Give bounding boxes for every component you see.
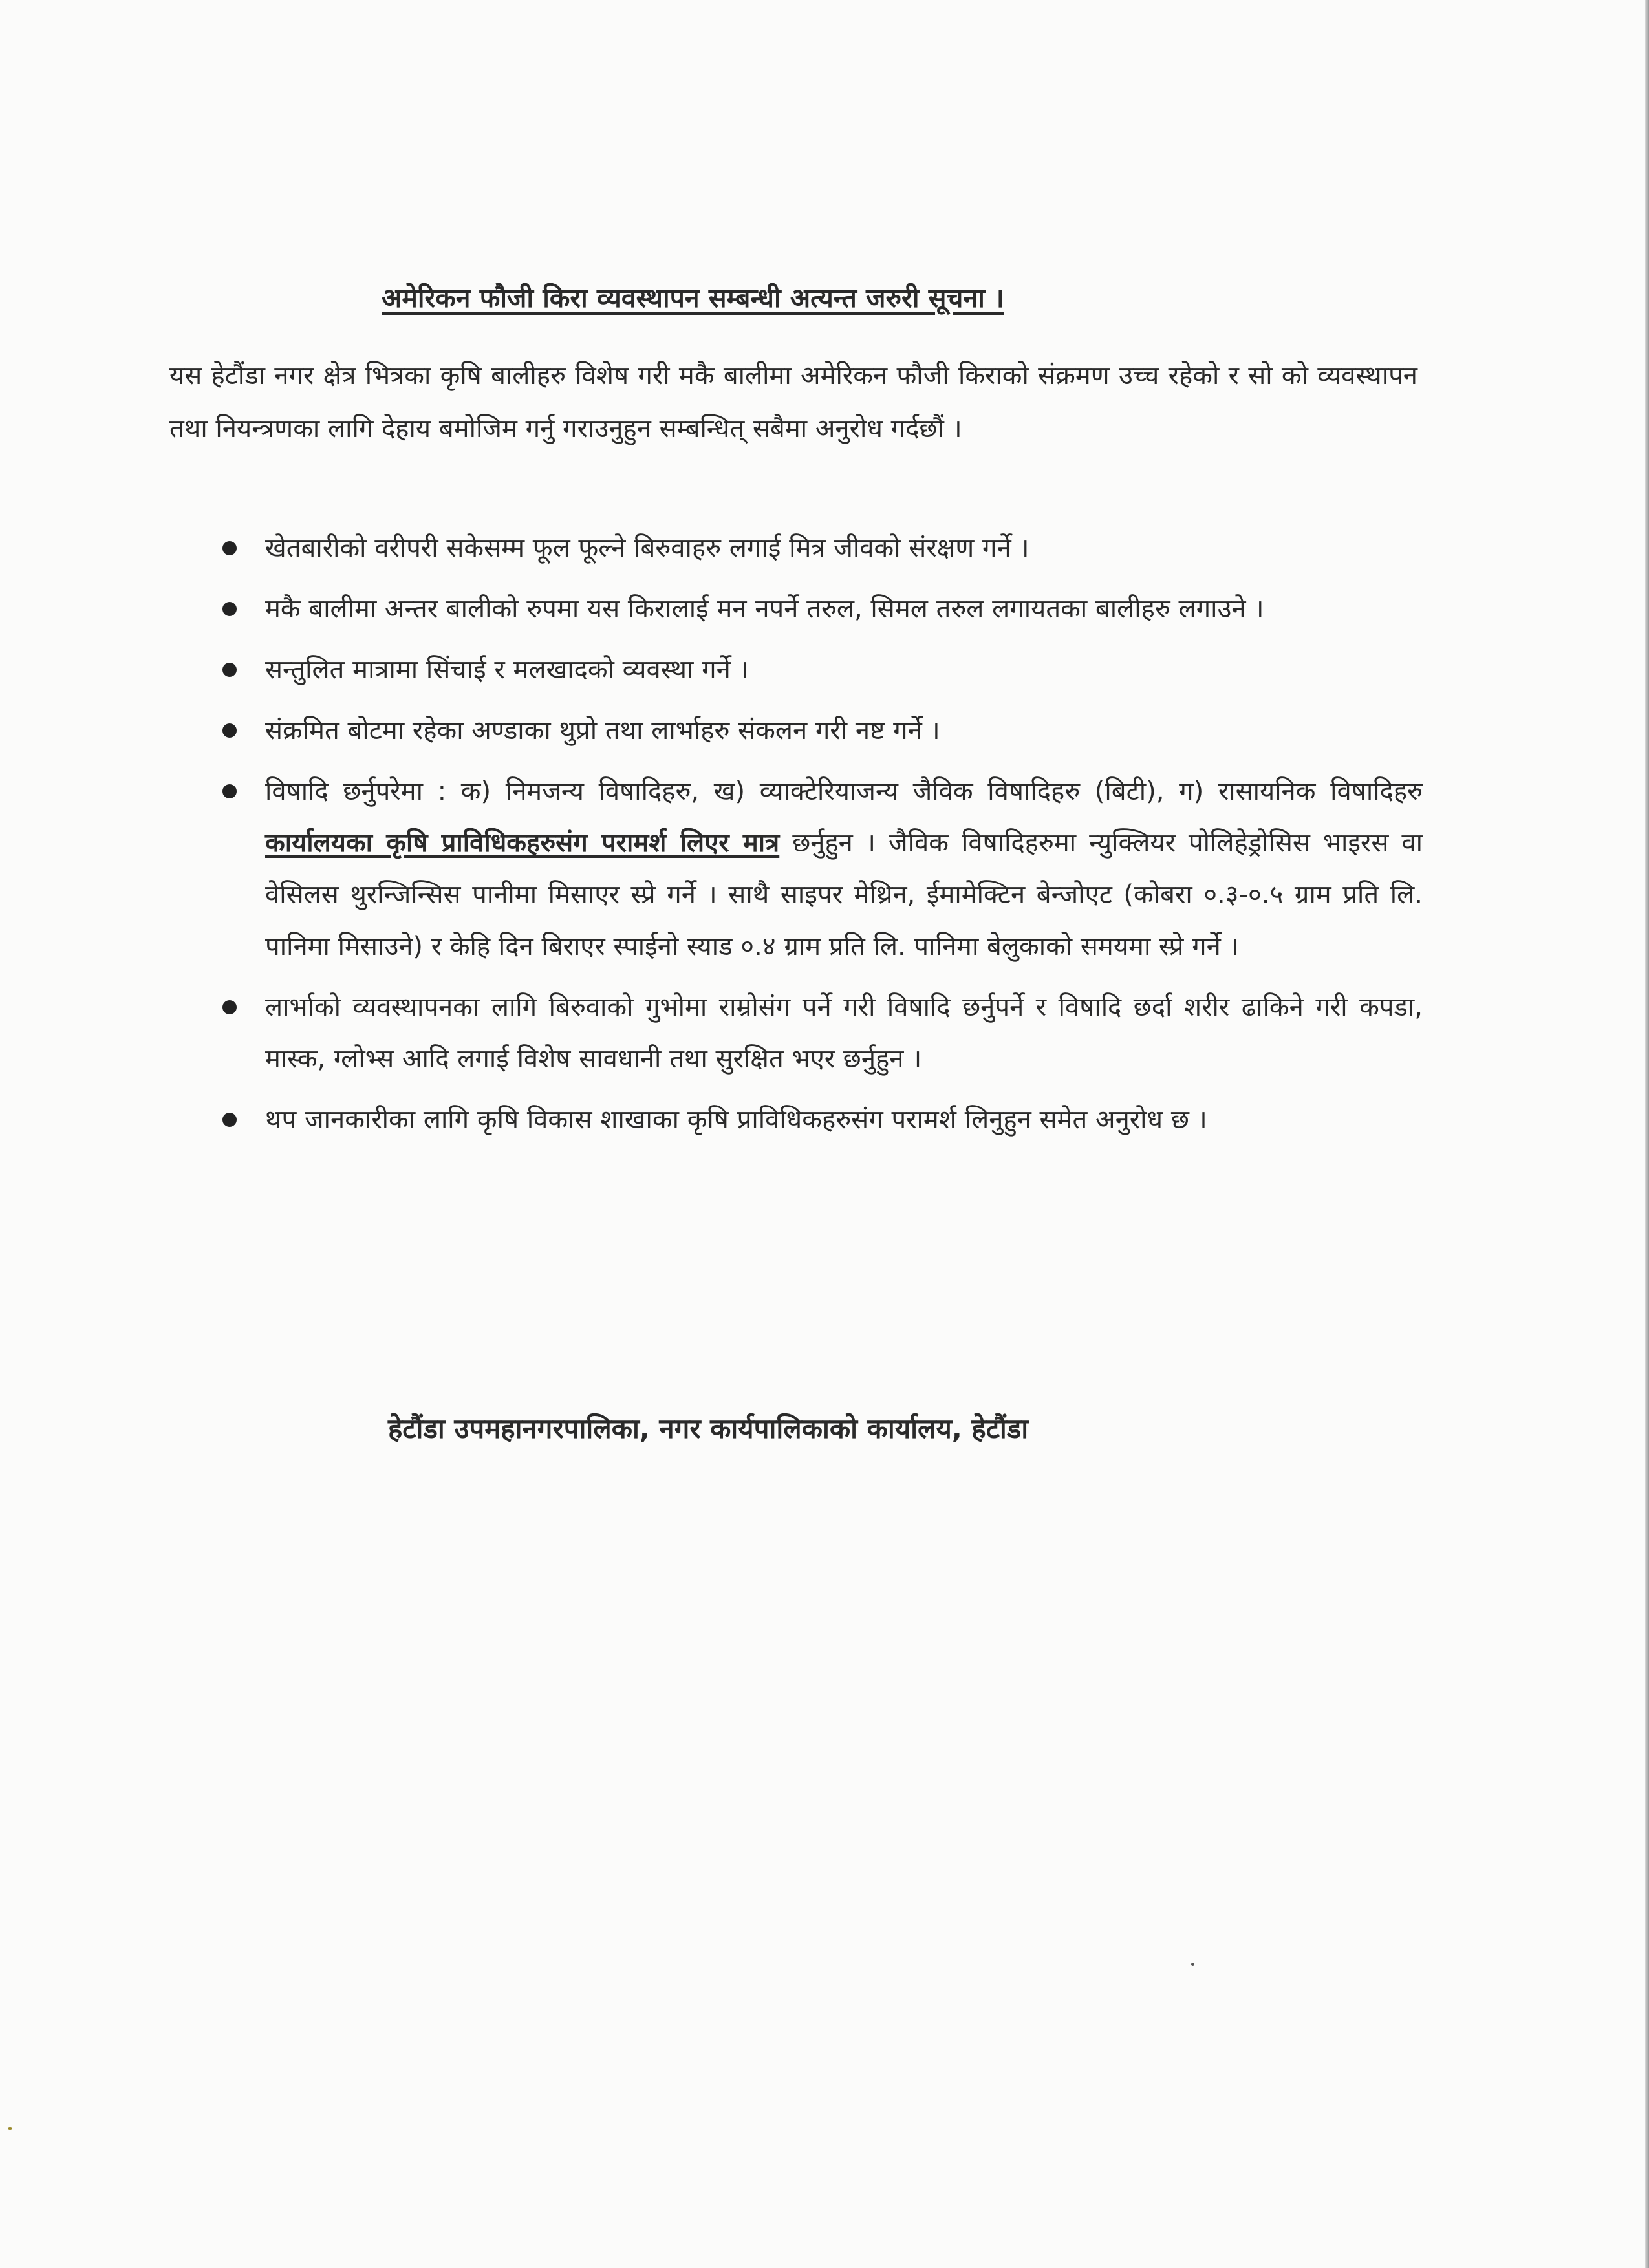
office-signature: हेटौंडा उपमहानगरपालिका, नगर कार्यपालिकाको कार्यालय, हेटौंडा [388,1413,1029,1444]
scan-speck [1191,1963,1194,1966]
list-item [220,1094,1423,1146]
list-item-text: लार्भाको व्यवस्थापनका लागि बिरुवाको गुभोमा राम्रोसंग पर्ने गरी विषादि छर्नुपर्ने र विषादि छर्दा शरीर ढाकिने गरी कपडा, मास्क, ग्लोभ्स आदि लगाई विशेष सावधानी तथा सुरक्षित भएर छर्नुहुन । [265,992,1423,1074]
list-item-text: मकै बालीमा अन्तर बालीको रुपमा यस किरालाई मन नपर्ने तरुल, सिमल तरुल लगायतका बालीहरु लगाउने । [265,594,1264,624]
pesticide-text-after: छर्नुहुन । जैविक विषादिहरुमा न्युक्लियर पोलिहेड्रोसिस भाइरस वा वेसिलस थुरन्जिन्सिस पानीमा मिसाएर स्प्रे गर्ने । साथै साइपर मेथ्रिन, ईमामेक्टिन बेन्जोएट (कोबरा ०.३-०.५ ग्राम प्रति लि. पानिमा मिसाउने) र केहि दिन बिराएर स्पाईनो स्याड ०.४ ग्राम प्रति लि. पानिमा बेलुकाको समयमा स्प्रे गर्ने । [265,828,1423,961]
notice-intro: यस हेटौंडा नगर क्षेत्र भित्रका कृषि बालीहरु विशेष गरी मकै बालीमा अमेरिकन फौजी किराको संक्रमण उच्च रहेको र सो को व्यवस्थापन तथा नियन्त्रणका लागि देहाय बमोजिम गर्नु गराउनुहुन सम्बन्धित् सबैमा अनुरोध गर्दछौं । [169,361,1417,444]
list-item [220,981,1423,1085]
bullet-dot-icon [222,602,237,616]
bullet-dot-icon [222,541,237,555]
list-item [220,705,1423,756]
page-edge [1645,0,1649,2268]
scan-speck [8,2127,12,2130]
bullet-dot-icon [222,663,237,677]
pesticide-emphasis: कार्यालयका कृषि प्राविधिकहरुसंग परामर्श लिएर मात्र [265,828,780,858]
notice-title: अमेरिकन फौजी किरा व्यवस्थापन सम्बन्धी अत्यन्त जरुरी सूचना । [382,283,1004,314]
list-item [220,583,1423,635]
list-item [220,644,1423,696]
bullet-dot-icon [222,723,237,738]
list-item-text: खेतबारीको वरीपरी सकेसम्म फूल फूल्ने बिरुवाहरु लगाई मित्र जीवको संरक्षण गर्ने । [265,533,1029,563]
pesticide-text-before: विषादि छर्नुपरेमा : क) निमजन्य विषादिहरु, ख) व्याक्टेरियाजन्य जैविक विषादिहरु (बिटी), ग) रासायनिक विषादिहरु [265,776,1423,806]
bullet-dot-icon [222,784,237,798]
list-item-text: संक्रमित बोटमा रहेका अण्डाका थुप्रो तथा लार्भाहरु संकलन गरी नष्ट गर्ने । [265,716,940,745]
instruction-list [220,522,1423,1155]
list-item-text: थप जानकारीका लागि कृषि विकास शाखाका कृषि प्राविधिकहरुसंग परामर्श लिनुहुन समेत अनुरोध छ । [265,1105,1207,1135]
list-item [220,522,1423,574]
list-item-text: सन्तुलित मात्रामा सिंचाई र मलखादको व्यवस्था गर्ने । [265,655,749,685]
bullet-dot-icon [222,1000,237,1014]
list-item-pesticide [220,765,1423,972]
bullet-dot-icon [222,1113,237,1127]
